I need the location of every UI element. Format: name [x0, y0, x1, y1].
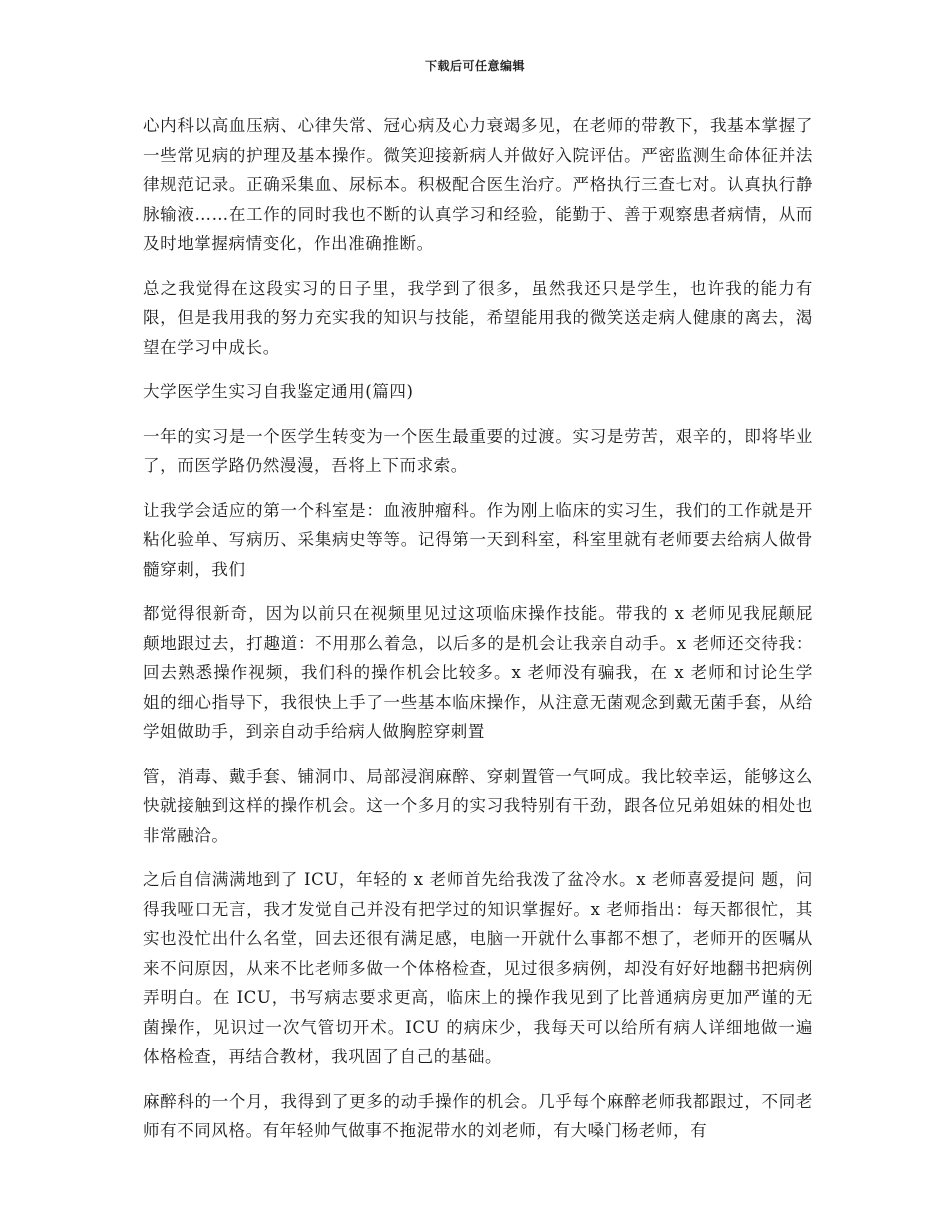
page-header: 下载后可任意编辑: [424, 59, 525, 73]
document-body: [143, 111, 813, 1161]
paragraph-bone-marrow: 都觉得很新奇，因为以前只在视频里见过这项临床操作技能。带我的 x 老师见我屁颠屁颠地跟过去，打趣道：不用那么着急，以后多的是机会让我亲自动手。x 老师还交待我：回去熟悉操作视频，我们科的操作机会比较多。x 老师没有骗我，在 x 老师和讨论生学姐的细心指导下，我很快上手了一些基本临床操作，从注意无菌观念到戴无菌手套，从给学姐做助手，到亲自动手给病人做胸腔穿刺置: [143, 604, 813, 741]
section-heading: 大学医学生实习自我鉴定通用(篇四): [143, 382, 414, 401]
paragraph-intro: 一年的实习是一个医学生转变为一个医生最重要的过渡。实习是劳苦，艰辛的，即将毕业了，而医学路仍然漫漫，吾将上下而求索。: [143, 426, 813, 475]
paragraph-hematology: 让我学会适应的第一个科室是：血液肿瘤科。作为刚上临床的实习生，我们的工作就是开粘化验单、写病历、采集病史等等。记得第一天到科室，科室里就有老师要去给病人做骨髓穿刺，我们: [143, 500, 813, 579]
paragraph-icu: 之后自信满满地到了 ICU，年轻的 x 老师首先给我泼了盆冷水。x 老师喜爱提问 题，问得我哑口无言，我才发觉自己并没有把学过的知识掌握好。x 老师指出：每天都很忙，其实也没忙出什么名堂，回去还很有满足感，电脑一开就什么事都不想了，老师开的医嘱从来不问原因，从来不比老师多做一个体格检查，见过很多病例，却没有好好地翻书把病例弄明白。在 ICU，书写病志要求更高，临床上的操作我见到了比普通病房更加严谨的无菌操作，见识过一次气管切开术。ICU 的病床少，我每天可以给所有病人详细地做一遍体格检查，再结合教材，我巩固了自己的基础。: [143, 870, 813, 1066]
paragraph-summary: 总之我觉得在这段实习的日子里，我学到了很多，虽然我还只是学生，也许我的能力有限，但是我用我的努力充实我的知识与技能，希望能用我的微笑送走病人健康的离去，渴望在学习中成长。: [143, 278, 813, 357]
paragraph-procedures: 管，消毒、戴手套、铺洞巾、局部浸润麻醉、穿刺置管一气呵成。我比较幸运，能够这么快就接触到这样的操作机会。这一个多月的实习我特别有干劲，跟各位兄弟姐妹的相处也非常融洽。: [143, 766, 813, 845]
paragraph-cardiology: 心内科以高血压病、心律失常、冠心病及心力衰竭多见，在老师的带教下，我基本掌握了一些常见病的护理及基本操作。微笑迎接新病人并做好入院评估。严密监测生命体征并法律规范记录。正确采集血、尿标本。积极配合医生治疗。严格执行三查七对。认真执行静脉输液……在工作的同时我也不断的认真学习和经验，能勤于、善于观察患者病情，从而及时地掌握病情变化，作出准确推断。: [143, 116, 813, 253]
paragraph-anesthesia: 麻醉科的一个月，我得到了更多的动手操作的机会。几乎每个麻醉老师我都跟过，不同老师有不同风格。有年轻帅气做事不拖泥带水的刘老师，有大嗓门杨老师，有: [143, 1091, 813, 1140]
